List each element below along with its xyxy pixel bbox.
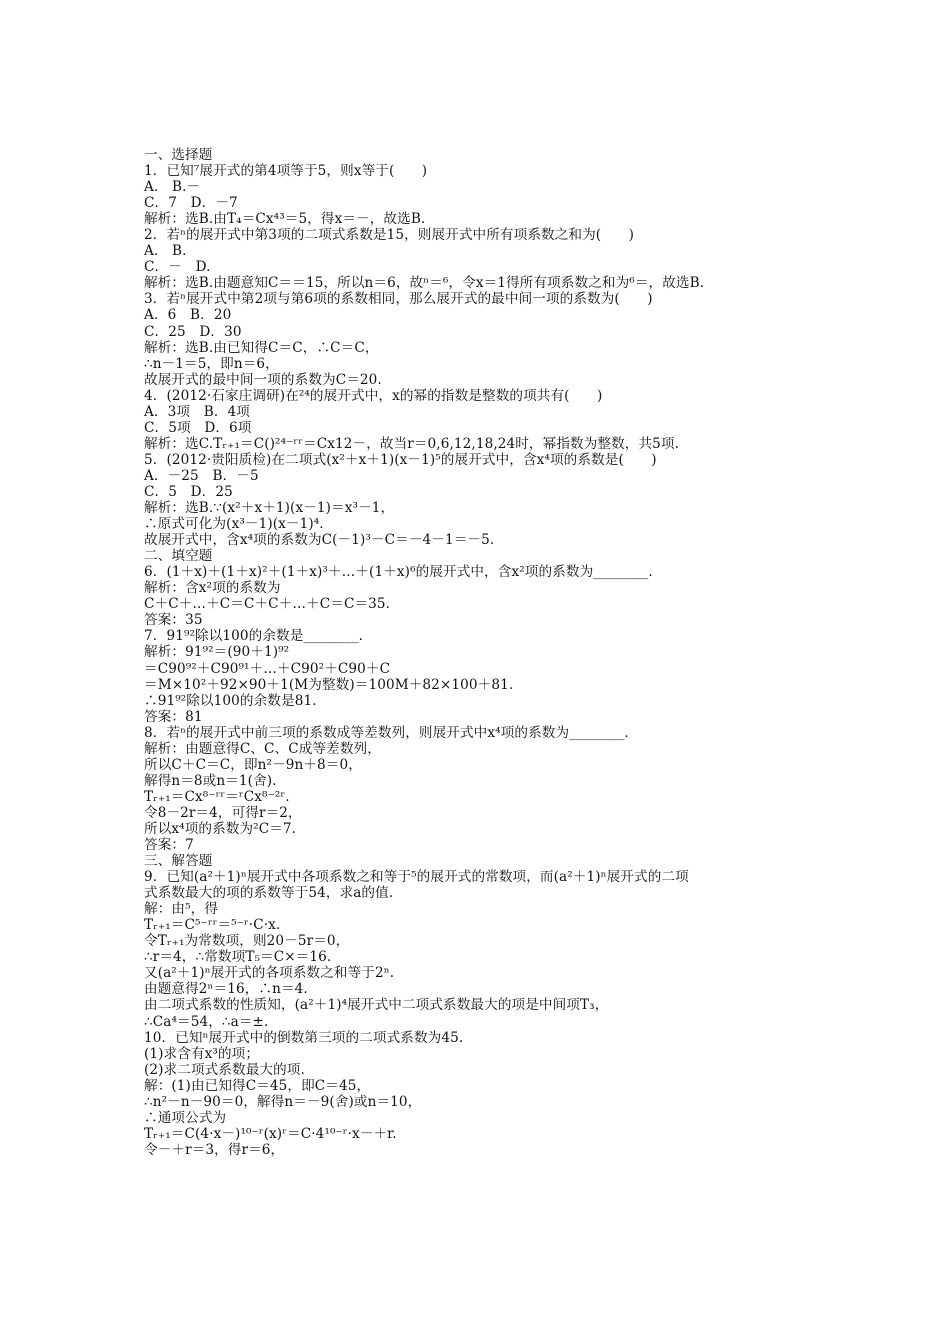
text-line: 解析：选B.∵(x²＋x＋1)(x－1)＝x³－1， bbox=[144, 500, 395, 517]
text-line: C．5 D．25 bbox=[144, 483, 233, 500]
text-line: 令Tᵣ₊₁为常数项，则20－5r＝0， bbox=[144, 933, 350, 950]
text-line: 二、填空题 bbox=[144, 548, 213, 565]
text-line: A．3项 B．4项 bbox=[144, 403, 250, 420]
text-line: C．5项 D．6项 bbox=[144, 419, 252, 436]
text-line: A．－25 B．－5 bbox=[144, 467, 259, 484]
text-line: 解：由⁵，得 bbox=[144, 901, 219, 918]
text-line: 又(a²＋1)ⁿ展开式的各项系数之和等于2ⁿ. bbox=[144, 965, 395, 982]
text-line: 4．(2012·石家庄调研)在²⁴的展开式中，x的幂的指数是整数的项共有( ) bbox=[144, 387, 603, 404]
text-line: 所以x⁴项的系数为²C＝7. bbox=[144, 820, 297, 837]
text-line: Tᵣ₊₁＝Cx⁸⁻ʳʳ＝ʳCx⁸⁻²ʳ. bbox=[144, 788, 290, 805]
text-line: 解析：选B.由题意知C＝＝15，所以n＝6，故ⁿ＝⁶，令x＝1得所有项系数之和为⁶＝，故选B. bbox=[144, 275, 705, 292]
text-line: ∴n²－n－90＝0，解得n＝－9(舍)或n＝10， bbox=[144, 1093, 422, 1110]
document-body bbox=[144, 147, 924, 1158]
text-line: 令－＋r＝3，得r＝6， bbox=[144, 1141, 285, 1158]
text-line: 解析：91⁹²＝(90＋1)⁹² bbox=[144, 644, 290, 661]
text-line: 答案：7 bbox=[144, 837, 194, 854]
text-line: 6．(1＋x)＋(1＋x)²＋(1＋x)³＋…＋(1＋x)⁶的展开式中，含x²项的系数为________. bbox=[144, 564, 653, 581]
text-line: 2．若ⁿ的展开式中第3项的二项式系数是15，则展开式中所有项系数之和为( ) bbox=[144, 227, 634, 244]
text-line: Tᵣ₊₁＝C(4·x－)¹⁰⁻ʳ(x)ʳ＝C·4¹⁰⁻ʳ·x－＋r. bbox=[144, 1125, 397, 1142]
text-line: 令8－2r＝4，可得r＝2， bbox=[144, 804, 302, 821]
text-line: ＝C90⁹²＋C90⁹¹＋…＋C90²＋C90＋C bbox=[144, 660, 391, 677]
text-line: 由二项式系数的性质知，(a²＋1)⁴展开式中二项式系数最大的项是中间项T₃， bbox=[144, 997, 609, 1014]
text-line: 10．已知ⁿ展开式中的倒数第三项的二项式系数为45. bbox=[144, 1029, 464, 1046]
text-line: 解析：选C.Tᵣ₊₁＝C()²⁴⁻ʳʳ＝Cx12－，故当r＝0,6,12,18,24时，幂指数为整数，共5项. bbox=[144, 435, 680, 452]
text-line: 答案：81 bbox=[144, 708, 203, 725]
text-line: 解析：由题意得C、C、C成等差数列， bbox=[144, 740, 381, 757]
text-line: C．－ D. bbox=[144, 259, 211, 276]
text-line: ∴Ca⁴＝54，∴a＝±. bbox=[144, 1013, 269, 1030]
text-line: 三、解答题 bbox=[144, 853, 213, 870]
text-line: 5．(2012·贵阳质检)在二项式(x²＋x＋1)(x－1)⁵的展开式中，含x⁴项的系数是( ) bbox=[144, 451, 657, 468]
text-line: 解得n＝8或n＝1(舍). bbox=[144, 772, 277, 789]
text-line: 一、选择题 bbox=[144, 147, 213, 163]
text-line: 3．若ⁿ展开式中第2项与第6项的系数相同，那么展开式的最中间一项的系数为( ) bbox=[144, 291, 653, 308]
text-line: 答案：35 bbox=[144, 612, 203, 629]
text-line: 解析：含x²项的系数为 bbox=[144, 580, 281, 597]
text-line: A．6 B．20 bbox=[144, 307, 232, 324]
text-line: (2)求二项式系数最大的项. bbox=[144, 1061, 305, 1078]
text-line: ∴n－1＝5，即n＝6， bbox=[144, 355, 279, 372]
text-line: (1)求含有x³的项； bbox=[144, 1045, 260, 1062]
text-line: 解析：选B.由已知得C＝C，∴C＝C， bbox=[144, 339, 379, 356]
text-line: 7．91⁹²除以100的余数是________. bbox=[144, 628, 364, 645]
text-line: 1．已知⁷展开式的第4项等于5，则x等于( ) bbox=[144, 163, 428, 180]
text-line: 由题意得2ⁿ＝16，∴n＝4. bbox=[144, 981, 308, 998]
text-line: 解析：选B.由T₄＝Cx⁴³＝5，得x＝－，故选B. bbox=[144, 211, 426, 228]
text-line: ∴r＝4，∴常数项T₅＝C×＝16. bbox=[144, 949, 332, 966]
text-line: ∴通项公式为 bbox=[144, 1109, 227, 1126]
text-line: C．7 D．－7 bbox=[144, 195, 238, 212]
text-line: 解：(1)由已知得C＝45，即C＝45， bbox=[144, 1077, 371, 1094]
text-line: A. B. bbox=[144, 243, 187, 260]
text-line: A. B.－ bbox=[144, 179, 201, 196]
text-line: 所以C＋C＝C，即n²－9n＋8＝0， bbox=[144, 756, 362, 773]
text-line: C．25 D．30 bbox=[144, 323, 242, 340]
text-line: 故展开式中，含x⁴项的系数为C(－1)³－C＝－4－1＝－5. bbox=[144, 532, 495, 549]
text-line: 故展开式的最中间一项的系数为C＝20. bbox=[144, 371, 382, 388]
text-line: 9．已知(a²＋1)ⁿ展开式中各项系数之和等于⁵的展开式的常数项，而(a²＋1)ⁿ展开式的二项 bbox=[144, 869, 689, 886]
text-line: Tᵣ₊₁＝C⁵⁻ʳʳ＝⁵⁻ʳ·C·x. bbox=[144, 917, 281, 934]
text-line: C＋C＋…＋C＝C＋C＋…＋C＝C＝35. bbox=[144, 596, 391, 613]
text-line: ∴91⁹²除以100的余数是81. bbox=[144, 692, 317, 709]
text-line: ＝M×10²＋92×90＋1(M为整数)＝100M＋82×100＋81. bbox=[144, 676, 514, 693]
text-line: 式系数最大的项的系数等于54，求a的值. bbox=[144, 885, 394, 902]
text-line: 8．若ⁿ的展开式中前三项的系数成等差数列，则展开式中x⁴项的系数为________. bbox=[144, 724, 629, 741]
text-line: ∴原式可化为(x³－1)(x－1)⁴. bbox=[144, 516, 324, 533]
